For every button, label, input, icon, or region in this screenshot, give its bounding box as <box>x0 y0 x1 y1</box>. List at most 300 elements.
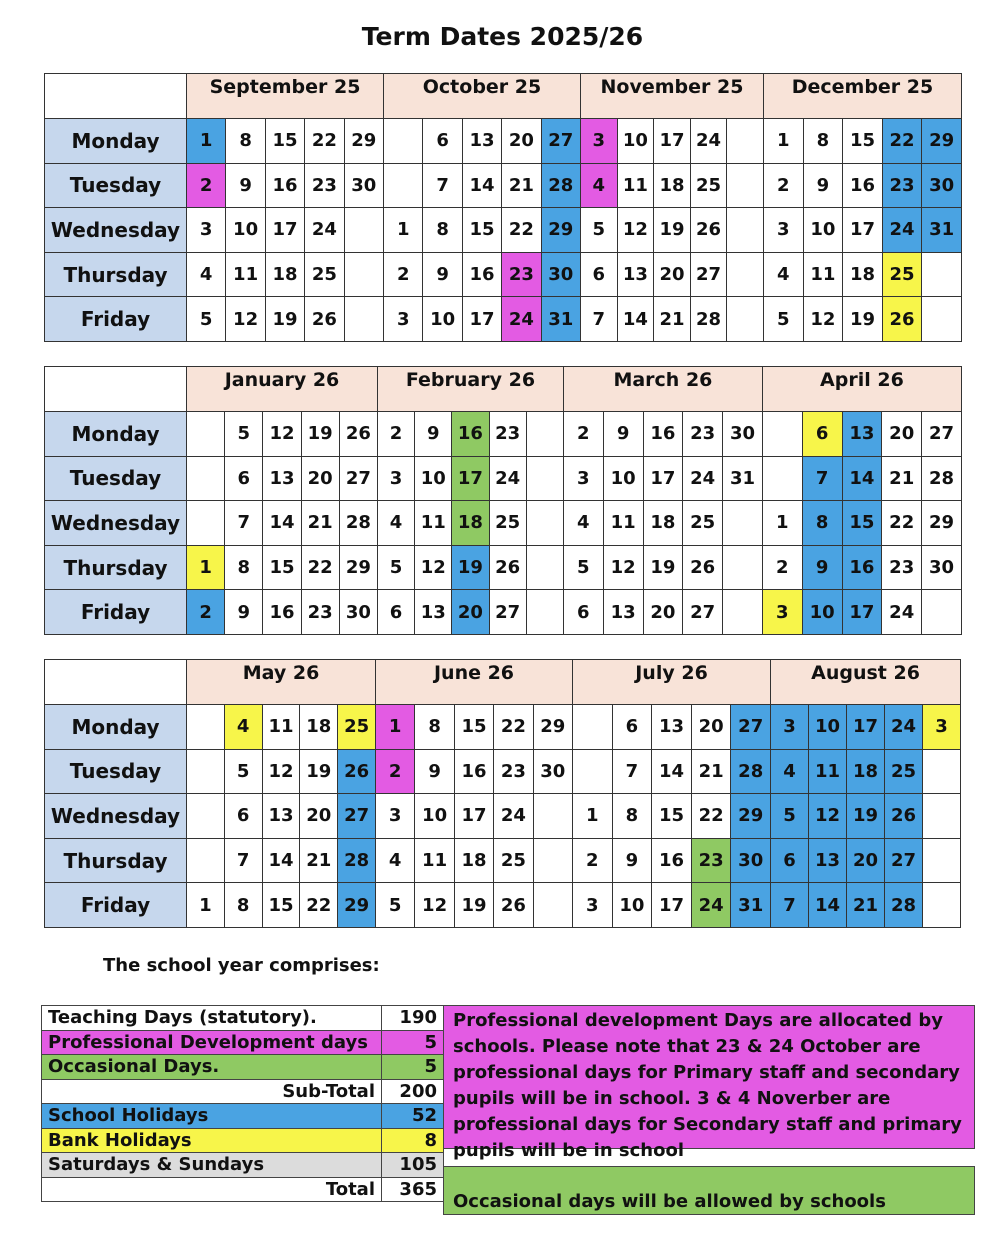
date-cell: 27 <box>338 794 376 839</box>
date-cell: 29 <box>339 545 377 590</box>
day-label: Wednesday <box>45 501 187 546</box>
date-cell: 8 <box>226 119 265 164</box>
date-cell: 22 <box>882 119 922 164</box>
date-cell: 12 <box>809 794 847 839</box>
summary-row <box>42 1153 444 1178</box>
summary-heading: The school year comprises: <box>103 955 380 976</box>
month-header: May 26 <box>187 660 376 705</box>
date-cell: 17 <box>847 705 885 750</box>
date-cell: 23 <box>691 838 731 883</box>
date-cell: 18 <box>452 501 489 546</box>
date-cell: 14 <box>652 749 692 794</box>
date-cell: 29 <box>541 208 580 253</box>
date-cell: 31 <box>723 456 763 501</box>
summary-row <box>42 1079 444 1104</box>
date-cell: 12 <box>262 749 300 794</box>
occasional-days-note-text: Occasional days will be allowed by schools <box>453 1191 886 1212</box>
date-cell: 14 <box>262 838 300 883</box>
date-cell <box>344 208 383 253</box>
date-cell: 25 <box>494 838 533 883</box>
date-cell: 24 <box>885 705 923 750</box>
day-label: Thursday <box>45 545 187 590</box>
summary-value: 200 <box>382 1079 444 1104</box>
date-cell: 7 <box>225 501 263 546</box>
date-cell: 9 <box>803 163 843 208</box>
month-header: November 25 <box>580 74 763 119</box>
date-cell: 12 <box>415 883 454 928</box>
date-cell: 25 <box>305 252 344 297</box>
date-cell <box>187 412 225 457</box>
date-cell: 6 <box>802 412 842 457</box>
date-cell: 28 <box>690 297 727 342</box>
date-cell <box>727 208 764 253</box>
date-cell: 15 <box>454 705 493 750</box>
date-cell: 3 <box>563 456 603 501</box>
page-title: Term Dates 2025/26 <box>361 22 644 51</box>
date-cell: 5 <box>580 208 617 253</box>
date-cell: 12 <box>603 545 643 590</box>
date-cell: 26 <box>338 749 376 794</box>
date-cell: 2 <box>763 163 803 208</box>
date-cell <box>533 883 572 928</box>
date-cell: 13 <box>617 252 654 297</box>
summary-label: Sub-Total <box>42 1079 382 1104</box>
date-cell <box>922 252 962 297</box>
date-cell: 9 <box>226 163 265 208</box>
date-cell: 16 <box>842 545 882 590</box>
calendar-block <box>44 659 961 928</box>
date-cell: 3 <box>771 705 809 750</box>
date-cell: 8 <box>802 501 842 546</box>
day-label: Monday <box>45 705 187 750</box>
month-header: July 26 <box>573 660 771 705</box>
date-cell: 17 <box>643 456 683 501</box>
date-cell: 24 <box>690 119 727 164</box>
date-cell: 5 <box>224 749 262 794</box>
date-cell <box>187 749 225 794</box>
date-cell: 8 <box>423 208 462 253</box>
date-cell: 29 <box>731 794 771 839</box>
header-corner <box>45 660 187 705</box>
date-cell: 19 <box>654 208 691 253</box>
date-cell: 6 <box>771 838 809 883</box>
date-cell <box>727 163 764 208</box>
date-cell: 8 <box>224 883 262 928</box>
summary-value: 52 <box>382 1104 444 1129</box>
date-cell <box>923 838 961 883</box>
date-cell: 9 <box>415 749 454 794</box>
summary-row <box>42 1055 444 1080</box>
date-cell: 26 <box>683 545 723 590</box>
date-cell: 17 <box>265 208 304 253</box>
date-cell: 13 <box>809 838 847 883</box>
day-label: Tuesday <box>45 456 187 501</box>
date-cell: 31 <box>922 208 962 253</box>
date-cell: 26 <box>489 545 526 590</box>
date-cell: 16 <box>452 412 489 457</box>
date-cell: 27 <box>885 838 923 883</box>
date-cell: 11 <box>262 705 300 750</box>
date-cell <box>344 297 383 342</box>
date-cell: 4 <box>563 501 603 546</box>
month-header: December 25 <box>763 74 961 119</box>
month-header: March 26 <box>563 367 762 412</box>
date-cell: 1 <box>187 883 225 928</box>
date-cell <box>187 705 225 750</box>
date-cell: 22 <box>305 119 344 164</box>
date-cell: 17 <box>654 119 691 164</box>
date-cell: 19 <box>454 883 493 928</box>
day-label: Friday <box>45 297 187 342</box>
date-cell: 21 <box>654 297 691 342</box>
date-cell: 25 <box>683 501 723 546</box>
date-cell: 15 <box>843 119 883 164</box>
summary-row <box>42 1104 444 1129</box>
date-cell: 12 <box>803 297 843 342</box>
date-cell: 7 <box>771 883 809 928</box>
date-cell: 21 <box>847 883 885 928</box>
date-cell: 1 <box>384 208 423 253</box>
date-cell: 15 <box>263 545 301 590</box>
date-cell: 3 <box>187 208 226 253</box>
date-cell <box>573 749 613 794</box>
date-cell: 25 <box>338 705 376 750</box>
summary-label: Occasional Days. <box>42 1055 382 1080</box>
date-cell: 30 <box>533 749 572 794</box>
date-cell: 12 <box>617 208 654 253</box>
date-cell: 14 <box>462 163 501 208</box>
date-cell: 21 <box>882 456 922 501</box>
calendar-block <box>44 73 962 342</box>
date-cell: 5 <box>187 297 226 342</box>
date-cell <box>723 501 763 546</box>
date-cell: 23 <box>882 163 922 208</box>
date-cell: 28 <box>339 501 377 546</box>
day-label: Friday <box>45 590 187 635</box>
date-cell: 13 <box>652 705 692 750</box>
date-cell: 19 <box>643 545 683 590</box>
date-cell: 9 <box>603 412 643 457</box>
calendar-block <box>44 366 962 635</box>
date-cell: 6 <box>423 119 462 164</box>
date-cell: 26 <box>882 297 922 342</box>
date-cell: 15 <box>265 119 304 164</box>
date-cell: 29 <box>922 501 962 546</box>
date-cell: 14 <box>842 456 882 501</box>
date-cell: 10 <box>226 208 265 253</box>
date-cell: 23 <box>489 412 526 457</box>
date-cell <box>344 252 383 297</box>
date-cell: 4 <box>224 705 262 750</box>
date-cell: 25 <box>690 163 727 208</box>
date-cell: 6 <box>224 794 262 839</box>
date-cell: 4 <box>376 838 415 883</box>
date-cell: 11 <box>415 501 452 546</box>
date-cell: 22 <box>502 208 541 253</box>
date-cell: 5 <box>376 883 415 928</box>
date-cell: 20 <box>654 252 691 297</box>
date-cell: 23 <box>301 590 339 635</box>
date-cell: 2 <box>187 163 226 208</box>
date-cell: 17 <box>452 456 489 501</box>
date-cell: 19 <box>452 545 489 590</box>
date-cell: 19 <box>847 794 885 839</box>
date-cell: 7 <box>802 456 842 501</box>
date-cell: 9 <box>612 838 652 883</box>
date-cell: 11 <box>809 749 847 794</box>
date-cell <box>533 794 572 839</box>
date-cell: 30 <box>339 590 377 635</box>
date-cell: 7 <box>423 163 462 208</box>
day-label: Tuesday <box>45 749 187 794</box>
date-cell: 23 <box>882 545 922 590</box>
date-cell: 15 <box>262 883 300 928</box>
date-cell: 24 <box>502 297 541 342</box>
date-cell: 3 <box>573 883 613 928</box>
date-cell: 13 <box>415 590 452 635</box>
day-label: Wednesday <box>45 208 187 253</box>
date-cell: 20 <box>452 590 489 635</box>
date-cell <box>187 501 225 546</box>
summary-value: 5 <box>382 1030 444 1055</box>
day-label: Monday <box>45 119 187 164</box>
date-cell: 29 <box>338 883 376 928</box>
occasional-days-note <box>443 1166 975 1215</box>
date-cell: 3 <box>376 794 415 839</box>
date-cell: 9 <box>225 590 263 635</box>
date-cell: 3 <box>923 705 961 750</box>
month-header: June 26 <box>376 660 573 705</box>
month-header: October 25 <box>384 74 581 119</box>
date-cell: 1 <box>573 794 613 839</box>
date-cell: 2 <box>377 412 414 457</box>
date-cell: 27 <box>683 590 723 635</box>
date-cell <box>727 297 764 342</box>
date-cell: 28 <box>731 749 771 794</box>
summary-row <box>42 1128 444 1153</box>
summary-value: 5 <box>382 1055 444 1080</box>
date-cell: 4 <box>763 252 803 297</box>
date-cell <box>923 794 961 839</box>
date-cell: 8 <box>415 705 454 750</box>
date-cell: 13 <box>603 590 643 635</box>
date-cell: 10 <box>617 119 654 164</box>
date-cell: 5 <box>225 412 263 457</box>
date-cell: 7 <box>612 749 652 794</box>
date-cell <box>923 883 961 928</box>
date-cell <box>384 163 423 208</box>
date-cell: 1 <box>187 545 225 590</box>
month-header: September 25 <box>187 74 384 119</box>
date-cell: 23 <box>494 749 533 794</box>
date-cell: 20 <box>882 412 922 457</box>
date-cell <box>526 590 563 635</box>
summary-table <box>41 1005 444 1202</box>
date-cell <box>727 252 764 297</box>
summary-label: Total <box>42 1177 382 1202</box>
date-cell: 26 <box>305 297 344 342</box>
date-cell: 22 <box>300 883 338 928</box>
summary-row <box>42 1030 444 1055</box>
date-cell: 2 <box>384 252 423 297</box>
date-cell: 26 <box>885 794 923 839</box>
date-cell: 10 <box>415 794 454 839</box>
date-cell: 9 <box>415 412 452 457</box>
date-cell: 2 <box>762 545 802 590</box>
date-cell: 22 <box>882 501 922 546</box>
date-cell: 3 <box>580 119 617 164</box>
date-cell <box>762 412 802 457</box>
date-cell: 14 <box>617 297 654 342</box>
date-cell <box>723 545 763 590</box>
date-cell: 14 <box>263 501 301 546</box>
date-cell: 28 <box>885 883 923 928</box>
date-cell <box>923 749 961 794</box>
day-label: Tuesday <box>45 163 187 208</box>
date-cell: 10 <box>415 456 452 501</box>
summary-label: Saturdays & Sundays <box>42 1153 382 1178</box>
date-cell: 2 <box>563 412 603 457</box>
date-cell: 6 <box>377 590 414 635</box>
date-cell: 24 <box>494 794 533 839</box>
date-cell: 24 <box>882 590 922 635</box>
date-cell: 5 <box>763 297 803 342</box>
date-cell: 24 <box>305 208 344 253</box>
date-cell <box>384 119 423 164</box>
date-cell: 28 <box>541 163 580 208</box>
date-cell: 23 <box>683 412 723 457</box>
summary-label: School Holidays <box>42 1104 382 1129</box>
date-cell: 11 <box>617 163 654 208</box>
summary-value: 8 <box>382 1128 444 1153</box>
month-header: April 26 <box>762 367 961 412</box>
date-cell: 19 <box>265 297 304 342</box>
date-cell: 16 <box>265 163 304 208</box>
date-cell: 7 <box>224 838 262 883</box>
date-cell: 11 <box>603 501 643 546</box>
date-cell: 4 <box>580 163 617 208</box>
date-cell: 10 <box>803 208 843 253</box>
date-cell: 31 <box>541 297 580 342</box>
date-cell: 25 <box>885 749 923 794</box>
date-cell: 17 <box>462 297 501 342</box>
date-cell: 3 <box>763 208 803 253</box>
date-cell: 18 <box>654 163 691 208</box>
date-cell: 1 <box>762 501 802 546</box>
date-cell: 30 <box>541 252 580 297</box>
date-cell: 12 <box>263 412 301 457</box>
date-cell: 18 <box>454 838 493 883</box>
date-cell: 16 <box>454 749 493 794</box>
day-label: Thursday <box>45 838 187 883</box>
date-cell: 5 <box>771 794 809 839</box>
date-cell: 16 <box>843 163 883 208</box>
date-cell: 5 <box>377 545 414 590</box>
summary-row <box>42 1006 444 1031</box>
date-cell: 27 <box>690 252 727 297</box>
date-cell: 30 <box>731 838 771 883</box>
date-cell: 12 <box>226 297 265 342</box>
date-cell: 3 <box>377 456 414 501</box>
date-cell: 15 <box>462 208 501 253</box>
day-label: Thursday <box>45 252 187 297</box>
date-cell: 6 <box>580 252 617 297</box>
date-cell: 20 <box>301 456 339 501</box>
date-cell: 19 <box>301 412 339 457</box>
date-cell: 24 <box>691 883 731 928</box>
date-cell: 1 <box>763 119 803 164</box>
date-cell: 20 <box>643 590 683 635</box>
summary-label: Bank Holidays <box>42 1128 382 1153</box>
date-cell: 22 <box>494 705 533 750</box>
date-cell: 23 <box>502 252 541 297</box>
date-cell: 1 <box>376 705 415 750</box>
date-cell <box>526 501 563 546</box>
date-cell: 29 <box>533 705 572 750</box>
date-cell: 21 <box>502 163 541 208</box>
date-cell: 31 <box>731 883 771 928</box>
date-cell: 17 <box>842 590 882 635</box>
date-cell: 12 <box>415 545 452 590</box>
date-cell <box>187 838 225 883</box>
month-header: August 26 <box>771 660 961 705</box>
date-cell: 26 <box>494 883 533 928</box>
date-cell: 27 <box>541 119 580 164</box>
date-cell <box>187 456 225 501</box>
date-cell: 20 <box>300 794 338 839</box>
date-cell <box>533 838 572 883</box>
date-cell: 1 <box>187 119 226 164</box>
date-cell: 6 <box>225 456 263 501</box>
date-cell: 6 <box>563 590 603 635</box>
date-cell: 18 <box>847 749 885 794</box>
date-cell: 17 <box>652 883 692 928</box>
date-cell: 16 <box>643 412 683 457</box>
date-cell: 28 <box>338 838 376 883</box>
date-cell: 17 <box>843 208 883 253</box>
date-cell: 20 <box>691 705 731 750</box>
date-cell: 4 <box>771 749 809 794</box>
date-cell: 19 <box>300 749 338 794</box>
date-cell: 10 <box>809 705 847 750</box>
date-cell: 24 <box>882 208 922 253</box>
date-cell <box>723 590 763 635</box>
date-cell: 6 <box>612 705 652 750</box>
header-corner <box>45 74 187 119</box>
date-cell: 16 <box>652 838 692 883</box>
professional-development-note: Professional development Days are allocated by schools. Please note that 23 & 24 October are professional days for Primary staff and secondary pupils will be in school. 3 & 4 Noverber are professional days for Secondary staff and primary pupils will be in school <box>443 1005 975 1149</box>
date-cell: 30 <box>922 163 962 208</box>
date-cell: 22 <box>301 545 339 590</box>
date-cell: 13 <box>462 119 501 164</box>
month-header: January 26 <box>187 367 378 412</box>
date-cell: 3 <box>762 590 802 635</box>
day-label: Friday <box>45 883 187 928</box>
date-cell: 10 <box>603 456 643 501</box>
summary-label: Teaching Days (statutory). <box>42 1006 382 1031</box>
date-cell: 11 <box>415 838 454 883</box>
date-cell: 18 <box>300 705 338 750</box>
date-cell: 17 <box>454 794 493 839</box>
date-cell: 29 <box>922 119 962 164</box>
date-cell <box>187 794 225 839</box>
date-cell: 9 <box>423 252 462 297</box>
date-cell: 21 <box>301 501 339 546</box>
date-cell: 15 <box>652 794 692 839</box>
summary-value: 105 <box>382 1153 444 1178</box>
date-cell: 13 <box>842 412 882 457</box>
date-cell: 26 <box>339 412 377 457</box>
